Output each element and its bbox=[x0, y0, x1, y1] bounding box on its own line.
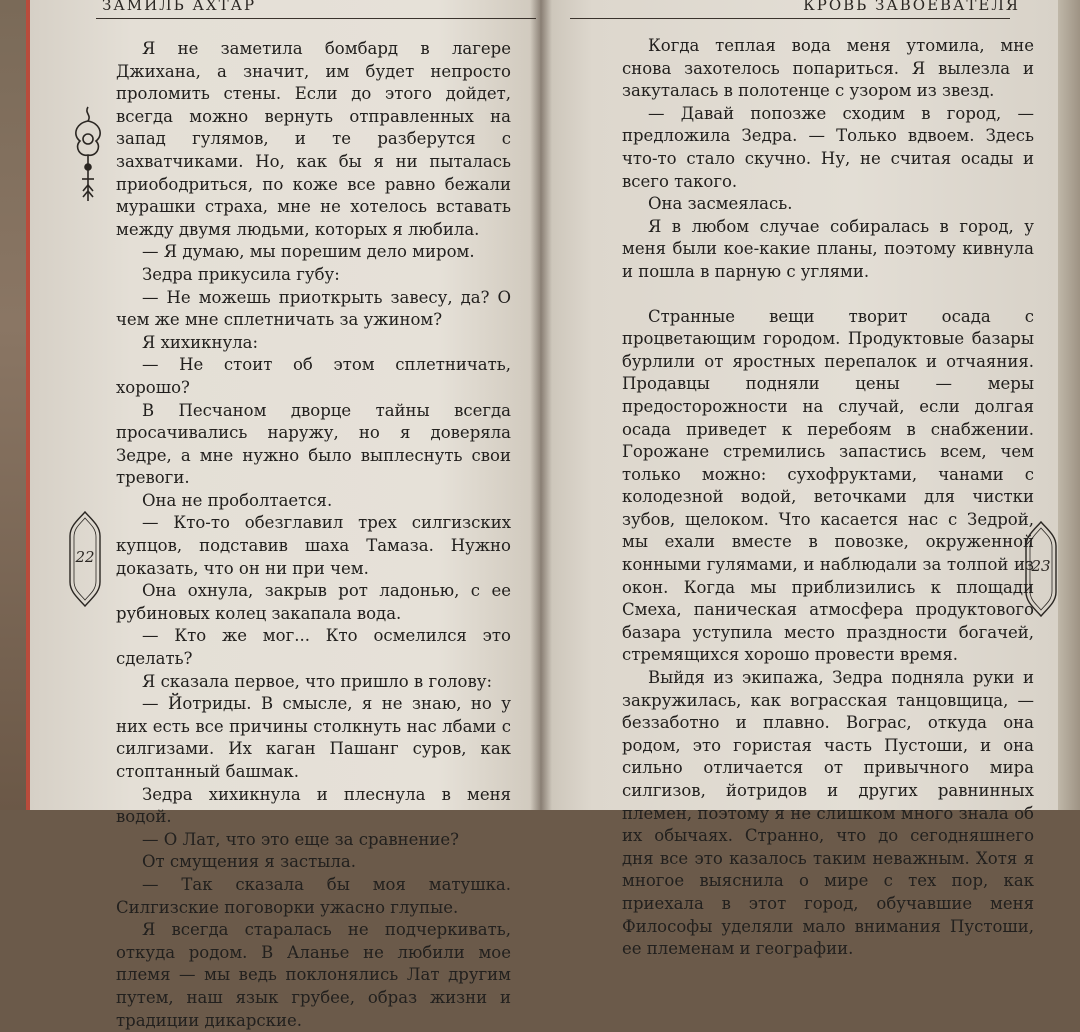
paragraph: Она охнула, закрыв рот ладонью, с ее рубиновых колец закапала вода. bbox=[116, 581, 511, 623]
paragraph: Зедра хихикнула и плеснула в меня водой. bbox=[116, 784, 511, 827]
page-number-right: 23 bbox=[1031, 557, 1051, 575]
paragraph: — Так сказала бы моя матушка. Силгизские поговорки ужасно глупые. bbox=[116, 874, 511, 917]
paragraph: В Песчаном дворце тайны всегда просачивались наружу, но я доверяла Зедре, а мне нужно было выплеснуть свои тревоги. bbox=[116, 400, 511, 488]
paragraph: Когда теплая вода меня утомила, мне снова захотелось попариться. Я вылезла и закуталась в полотенце с узором из звезд. bbox=[622, 36, 1034, 101]
paragraph: Я сказала первое, что пришло в голову: bbox=[142, 671, 493, 691]
paragraph: Я в любом случае собиралась в город, у меня были кое-какие планы, поэтому кивнула и пошла в парную с углями. bbox=[622, 216, 1034, 281]
paragraph: От смущения я застыла. bbox=[142, 852, 356, 872]
paragraph: — О Лат, что это еще за сравнение? bbox=[142, 829, 459, 849]
right-page bbox=[540, 0, 1060, 959]
running-head-title: КРОВЬ ЗАВОЕВАТЕЛЯ bbox=[803, 0, 1020, 14]
background-fabric bbox=[0, 0, 28, 810]
paragraph: — Кто-то обезглавил трех силгизских купцов, подставив шаха Тамаза. Нужно доказать, что он ни при чем. bbox=[116, 513, 511, 578]
header-rule bbox=[96, 18, 536, 19]
right-body-text bbox=[622, 35, 1034, 961]
paragraph: Я не заметила бомбард в лагере Джихана, а значит, им будет непросто проломить стены. Если до этого дойдет, всегда можно вернуть отправленных на запад гулямов, и те разберутся с захватчиками. Но, как бы я ни пыталась приободриться, по коже все равно бежали мурашки страха, мне не хотелось вставать между двумя людьми, которых я любила. bbox=[116, 39, 511, 239]
ornament-icon bbox=[70, 105, 106, 215]
page-number-left: 22 bbox=[75, 548, 95, 566]
paragraph: — Не можешь приоткрыть завесу, да? О чем же мне сплетничать за ужином? bbox=[116, 287, 511, 330]
paragraph: — Йотриды. В смысле, я не знаю, но у них есть все причины столкнуть нас лбами с силгизами. Их каган Пашанг суров, как стоптанный башмак. bbox=[116, 694, 511, 781]
paragraph: Она не проболтается. bbox=[142, 490, 333, 510]
header-rule bbox=[570, 18, 1010, 19]
paragraph: — Я думаю, мы порешим дело миром. bbox=[142, 242, 475, 262]
left-body-text bbox=[116, 38, 511, 1032]
page-edges bbox=[1058, 0, 1080, 810]
paragraph: Я всегда старалась не подчеркивать, откуда родом. В Аланье не любили мое племя — мы ведь поклонялись Лат другим путем, наш язык грубее, образ жизни и традиции дикарские. bbox=[116, 920, 511, 1030]
paragraph: Выйдя из экипажа, Зедра подняла руки и закружилась, как вограсская танцовщица, — беззаботно и плавно. Вограс, откуда она родом, это гористая часть Пустоши, и она сильно отличается от привычного мира силгизов, йотридов и других равнинных племен, поэтому я не слишком много знала об их обычаях. Странно, что до сегодняшнего дня все это казалось таким неважным. Хотя я многое выяснила о мире с тех пор, как приехала в этот город, обучавшие меня Философы уделяли мало внимания Пустоши, ее племенам и географии. bbox=[622, 668, 1034, 959]
paragraph: Я хихикнула: bbox=[142, 332, 259, 352]
paragraph: Зедра прикусила губу: bbox=[142, 264, 340, 284]
paragraph: Она засмеялась. bbox=[648, 194, 793, 214]
paragraph: — Кто же мог... Кто осмелился это сделать? bbox=[116, 626, 511, 669]
paragraph: — Не стоит об этом сплетничать, хорошо? bbox=[116, 355, 511, 397]
paragraph: — Давай попозже сходим в город, — предложила Зедра. — Только вдвоем. Здесь что-то стало скучно. Ну, не считая осады и всего такого. bbox=[622, 103, 1034, 191]
left-page bbox=[26, 0, 540, 1030]
paragraph: Странные вещи творит осада с процветающим городом. Продуктовые базары бурлили от яростных перепалок и отчаяния. Продавцы подняли цены — меры предосторожности на случай, если долгая осада приведет к перебоям в снабжении. Горожане стремились запастись всем, чем только можно: сухофруктами, чанами с колодезной водой, веточками для чистки зубов, щелоком. Что касается нас с Зедрой, мы ехали вместе в повозке, окруженной конными гулямами, и наблюдали за толпой из окон. Когда мы приблизились к площади Смеха, паническая атмосфера продуктового базара уступила место праздности богачей, стремящихся хорошо провести время. bbox=[622, 306, 1034, 665]
running-head-author: ЗАМИЛЬ АХТАР bbox=[102, 0, 257, 14]
